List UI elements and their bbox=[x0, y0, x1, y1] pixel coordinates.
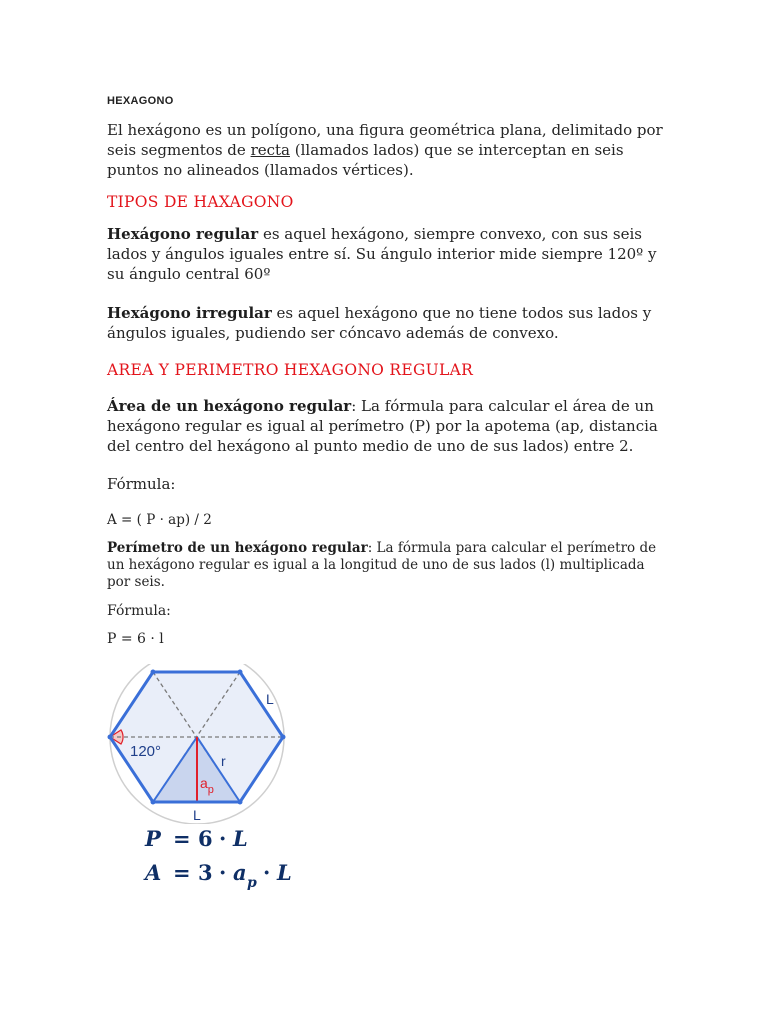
area-formula-dot-2: · bbox=[263, 860, 271, 885]
irregular-text: es aquel hexágono que no tiene todos sus lados y ángulos iguales, pudiendo ser cóncavo además de convexo. bbox=[107, 304, 652, 342]
area-formula-text: A = ( P · ap) / 2 bbox=[107, 512, 212, 528]
perimeter-formula-var: L bbox=[233, 826, 248, 851]
area-formula-lhs: A bbox=[145, 860, 162, 885]
perimeter-formula-eq: = bbox=[173, 826, 191, 851]
perimeter-term: Perímetro de un hexágono regular bbox=[107, 540, 368, 556]
area-formula-var-a: a bbox=[233, 860, 247, 885]
formula-label-area: Fórmula: bbox=[107, 475, 176, 493]
apothem-label-base: a bbox=[200, 775, 208, 791]
apothem-label-sub: p bbox=[207, 784, 214, 796]
document-title: HEXAGONO bbox=[107, 95, 174, 107]
area-formula-dot-1: · bbox=[219, 860, 227, 885]
side-label-bottom: L bbox=[193, 807, 201, 823]
perimeter-text: : La fórmula para calcular el perímetro de un hexágono regular es igual a la longitud de uno de sus lados (l) multiplicada por seis. bbox=[107, 540, 657, 590]
area-formula-number: 3 bbox=[198, 860, 213, 885]
area-term: Área de un hexágono regular bbox=[107, 397, 352, 415]
perimeter-formula-text: P = 6 · l bbox=[107, 631, 164, 647]
perimeter-formula-large bbox=[144, 826, 248, 851]
area-formula-large bbox=[143, 860, 292, 891]
intro-text-before: El hexágono es un polígono, una figura geométrica plana, delimitado por seis segmentos de bbox=[107, 121, 663, 159]
intro-text-after: (llamados lados) que se interceptan en seis puntos no alineados (llamados vértices). bbox=[107, 141, 624, 179]
perimeter-formula-lhs: P bbox=[145, 826, 161, 851]
area-formula-var-l: L bbox=[277, 860, 292, 885]
side-label-right: L bbox=[266, 691, 274, 707]
regular-text: es aquel hexágono, siempre convexo, con sus seis lados y ángulos iguales entre sí. Su ángulo interior mide siempre 120º y su ángulo central 60º bbox=[107, 225, 657, 283]
area-formula-sub-p: p bbox=[247, 875, 257, 891]
angle-label: 120° bbox=[130, 743, 162, 760]
area-paragraph bbox=[107, 396, 667, 456]
regular-term: Hexágono regular bbox=[107, 225, 259, 243]
regular-paragraph bbox=[107, 224, 667, 284]
area-formula-eq: = bbox=[173, 860, 191, 885]
perimeter-formula-dot: · bbox=[219, 826, 227, 851]
area-heading: AREA Y PERIMETRO HEXAGONO REGULAR bbox=[107, 361, 474, 379]
intro-paragraph bbox=[107, 120, 667, 180]
formula-block bbox=[140, 822, 360, 892]
formula-label-perimeter: Fórmula: bbox=[107, 603, 171, 619]
irregular-term: Hexágono irregular bbox=[107, 304, 272, 322]
irregular-paragraph bbox=[107, 303, 667, 343]
area-text: : La fórmula para calcular el área de un hexágono regular es igual al perímetro (P) por la apotema (ap, distancia del centro del hexágono al punto medio de uno de sus lados) entre 2. bbox=[107, 397, 658, 455]
radius-label: r bbox=[221, 753, 226, 769]
types-heading: TIPOS DE HAXAGONO bbox=[107, 193, 294, 211]
perimeter-formula-number: 6 bbox=[198, 826, 213, 851]
recta-link[interactable]: recta bbox=[250, 141, 290, 159]
hexagon-diagram bbox=[100, 664, 300, 824]
perimeter-paragraph bbox=[107, 540, 667, 591]
